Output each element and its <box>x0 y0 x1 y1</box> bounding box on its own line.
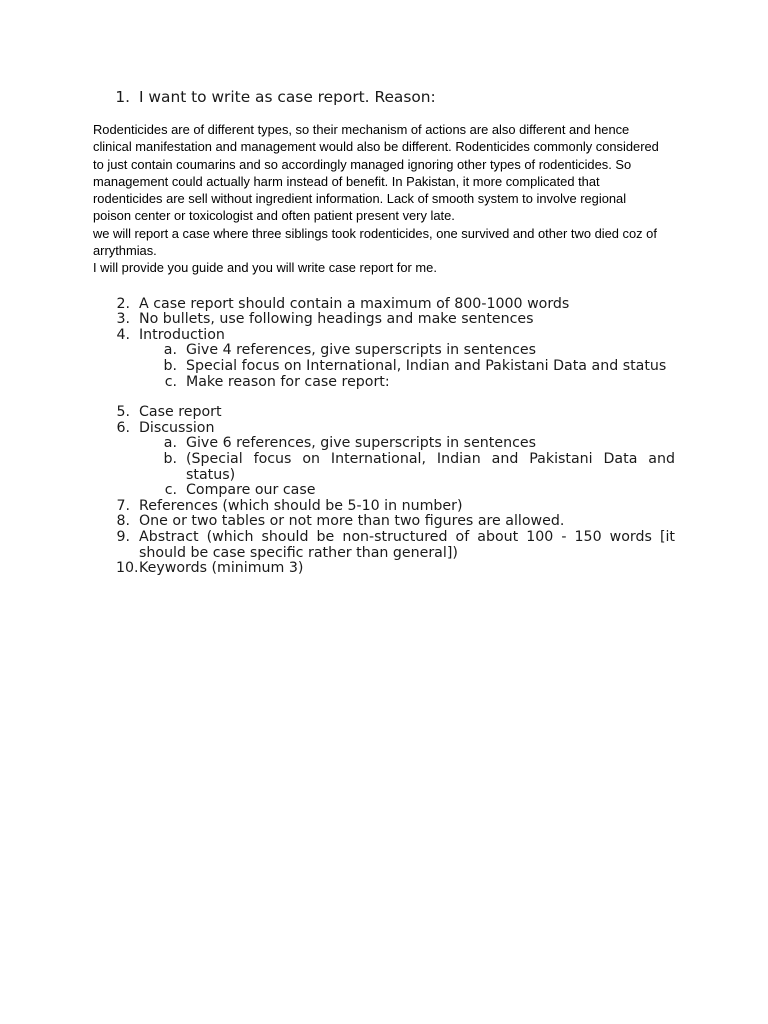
list-item-number: 3. <box>116 311 130 327</box>
list-item <box>0 530 768 562</box>
sub-list-item <box>0 359 768 375</box>
list-item-number: 7. <box>116 498 130 514</box>
sub-list-item <box>0 483 768 499</box>
sub-list-item-text: Give 4 references, give superscripts in sentences <box>186 342 536 358</box>
list-item-text: Discussion <box>139 420 215 436</box>
paragraph-line: to just contain coumarins and so accordingly managed ignoring other types of rodenticides. So <box>93 156 632 172</box>
heading-list-item <box>0 88 768 108</box>
paragraph-line: Rodenticides are of different types, so their mechanism of actions are also different and hence <box>93 122 630 137</box>
sub-list-item <box>0 375 768 391</box>
list-item-text: No bullets, use following headings and make sentences <box>139 311 534 327</box>
sub-list-item-text: Give 6 references, give superscripts in sentences <box>186 435 536 451</box>
paragraph-line: management could actually harm instead of benefit. In Pakistan, it more complicated that <box>93 173 600 189</box>
sub-list-item-letter: b. <box>163 358 177 374</box>
list-item-number: 6. <box>116 420 130 436</box>
heading-text: I want to write as case report. Reason: <box>139 88 436 106</box>
list-item-number: 10. <box>116 560 139 576</box>
list-item-number: 2. <box>116 296 130 312</box>
list-item-number: 5. <box>116 404 130 420</box>
list-item <box>0 312 768 328</box>
paragraph-line: poison center or toxicologist and often patient present very late. <box>93 208 455 224</box>
paragraph-line: we will report a case where three siblings took rodenticides, one survived and other two died coz of <box>93 225 657 241</box>
list-item-text: References (which should be 5-10 in number) <box>139 498 463 514</box>
paragraph-line: rodenticides are sell without ingredient information. Lack of smooth system to involve regional <box>93 191 627 207</box>
sub-list-item-letter: a. <box>163 342 177 358</box>
list-item <box>0 514 768 530</box>
list-item-text: Keywords (minimum 3) <box>139 560 304 576</box>
sub-list-item-text: (Special focus on International, Indian and Pakistani Data and status) <box>186 451 675 483</box>
list-item-number: 4. <box>116 327 130 343</box>
list-item-text: Case report <box>139 404 222 420</box>
list-item-number: 9. <box>116 529 130 545</box>
heading-number: 1. <box>115 88 130 106</box>
list-item-text: A case report should contain a maximum of 800-1000 words <box>139 296 570 312</box>
sub-list-item-letter: c. <box>164 482 177 498</box>
sub-list-item-text: Compare our case <box>186 482 316 498</box>
list-item <box>0 405 768 421</box>
sub-list-item-letter: a. <box>163 435 177 451</box>
list-item-text: Introduction <box>139 327 225 343</box>
list-item-number: 8. <box>116 513 130 529</box>
paragraph-line: clinical manifestation and management would also be different. Rodenticides commonly considered <box>93 139 659 155</box>
paragraph-line: arrythmias. <box>93 243 157 259</box>
sub-list-item-letter: c. <box>164 374 177 390</box>
reason-paragraph <box>93 121 683 277</box>
sub-list-item <box>0 452 768 484</box>
list-item-text: Abstract (which should be non-structured of about 100 - 150 words [it should be case specific rather than general]) <box>139 529 675 561</box>
sub-list-item <box>0 436 768 452</box>
sub-list-item-text: Special focus on International, Indian and Pakistani Data and status <box>186 358 667 374</box>
list-item-text: One or two tables or not more than two figures are allowed. <box>139 513 565 529</box>
sub-list-item <box>0 343 768 359</box>
sub-list-item-text: Make reason for case report: <box>186 374 390 390</box>
list-item <box>0 561 768 577</box>
sub-list-item-letter: b. <box>163 451 177 467</box>
paragraph-line: I will provide you guide and you will write case report for me. <box>93 260 437 276</box>
